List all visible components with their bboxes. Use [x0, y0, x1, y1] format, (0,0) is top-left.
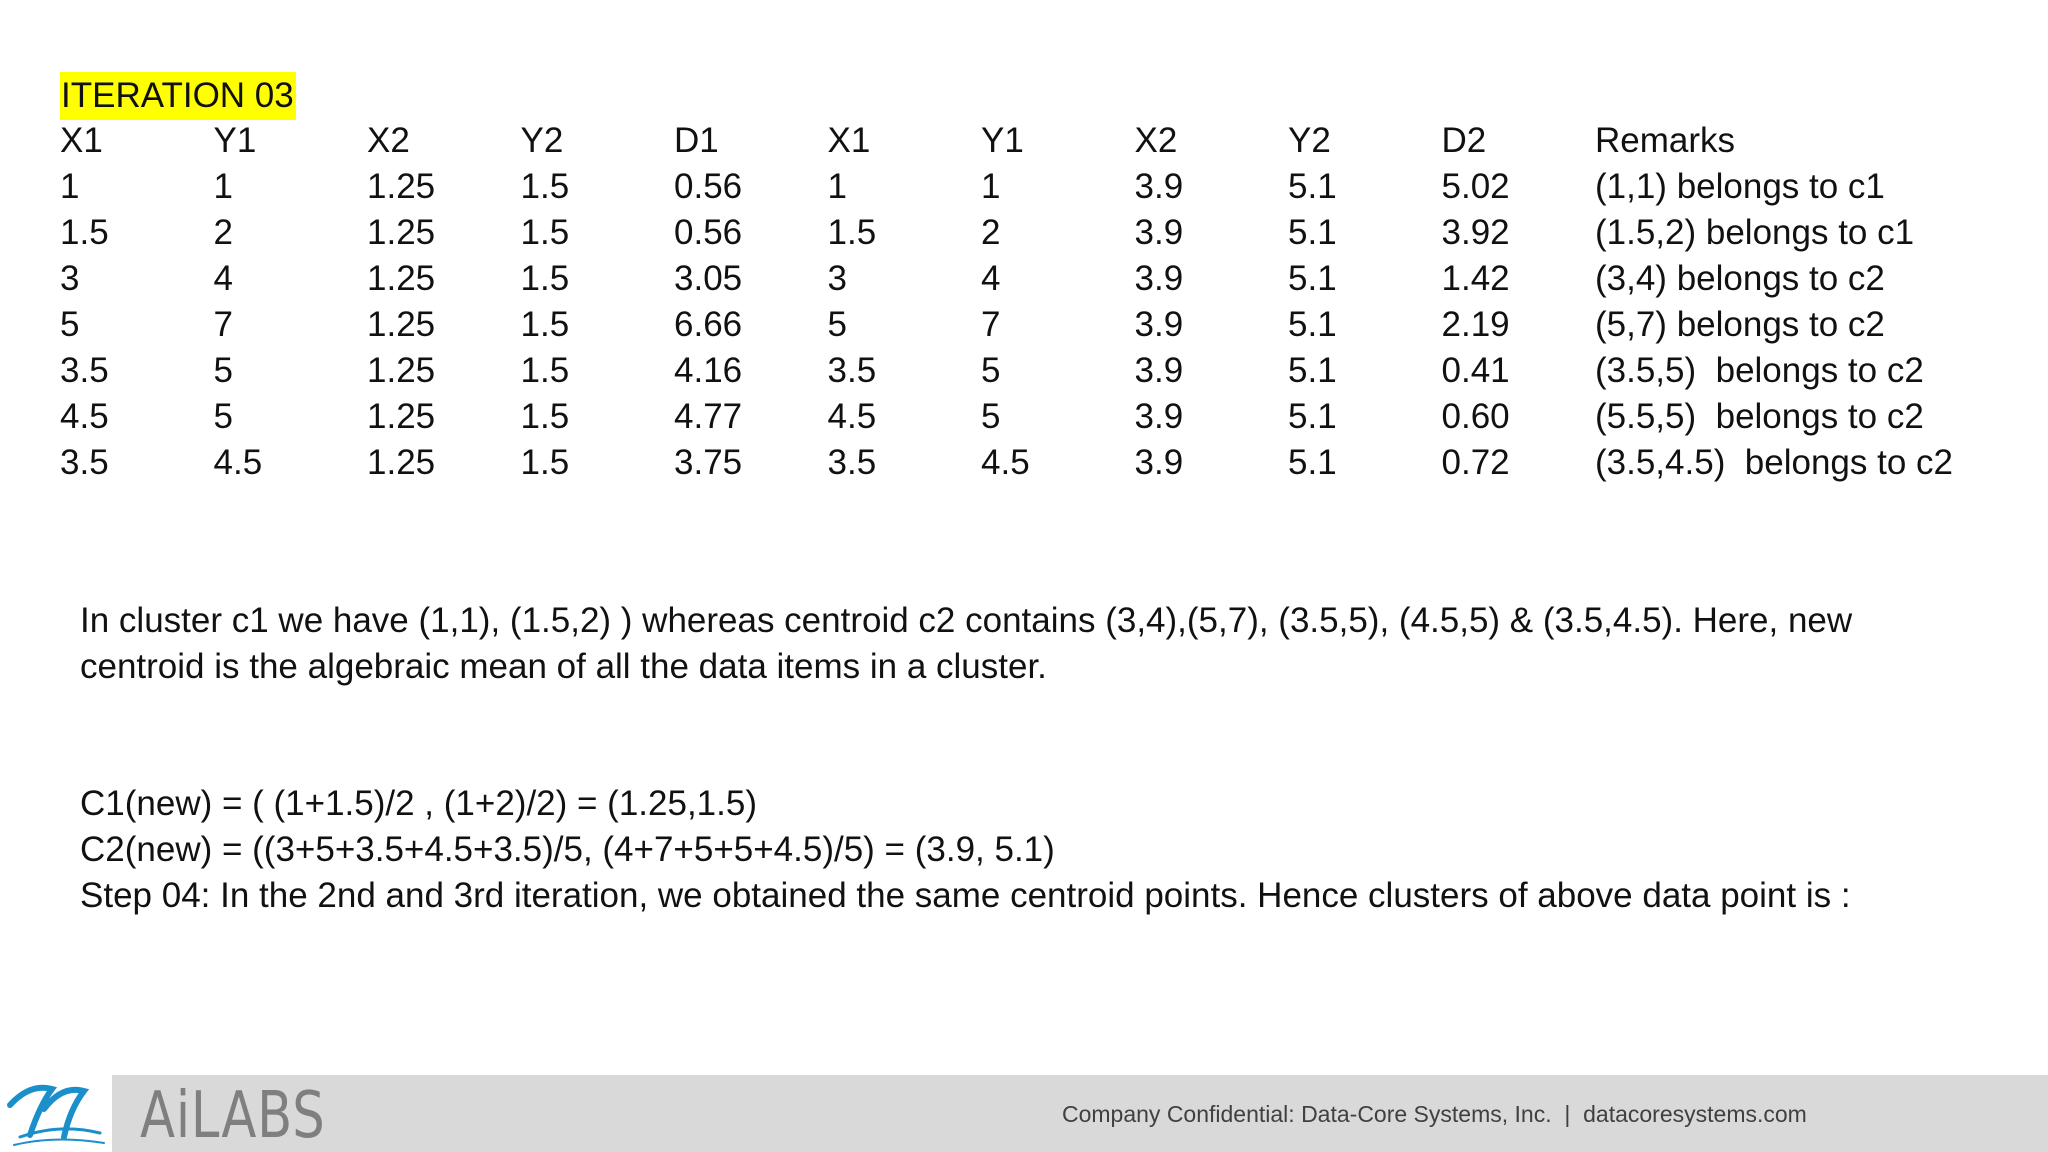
- table-cell: 5.1: [1288, 167, 1337, 206]
- table-cell: 1.25: [367, 305, 436, 344]
- table-cell: 5.02: [1441, 167, 1510, 206]
- table-header-cell: X1: [60, 121, 103, 160]
- table-cell: 1: [60, 167, 80, 206]
- table-cell: 3.9: [1134, 259, 1184, 298]
- table-cell: (3.5,4.5) belongs to c2: [1595, 443, 1953, 482]
- table-cell: 4: [213, 259, 233, 298]
- footer-bar: [0, 1075, 2048, 1152]
- table-cell: 0.41: [1441, 351, 1510, 390]
- table-cell: 4.77: [674, 397, 743, 436]
- table-cell: 0.56: [674, 213, 743, 252]
- iteration-title: ITERATION 03: [60, 72, 296, 120]
- table-row: [60, 394, 1995, 440]
- table-cell: 3.05: [674, 259, 743, 298]
- table-cell: 4.5: [60, 397, 109, 436]
- table-cell: 4.5: [981, 443, 1030, 482]
- datacore-logo-icon: [0, 1075, 112, 1152]
- table-cell: 3.92: [1441, 213, 1510, 252]
- table-cell: 1.5: [520, 167, 570, 206]
- ai-labs-logo: AiLABS: [140, 1079, 326, 1152]
- table-cell: 4: [981, 259, 1001, 298]
- table-cell: 5: [981, 351, 1001, 390]
- table-cell: 7: [981, 305, 1001, 344]
- datacore-logo: [0, 1075, 112, 1152]
- table-cell: 3.5: [60, 443, 109, 482]
- table-cell: 1.42: [1441, 259, 1510, 298]
- centroid-formulas: [80, 781, 1980, 919]
- table-header-cell: Y1: [213, 121, 257, 160]
- table-cell: 5: [60, 305, 80, 344]
- table-row: [60, 302, 1995, 348]
- table-cell: 4.5: [213, 443, 263, 482]
- table-cell: 5: [981, 397, 1001, 436]
- table-cell: 5.1: [1288, 259, 1337, 298]
- distance-table-body: [60, 118, 1995, 486]
- table-row: [60, 164, 1995, 210]
- table-cell: 1.5: [520, 397, 570, 436]
- table-cell: 3.5: [60, 351, 109, 390]
- table-cell: (3.5,5) belongs to c2: [1595, 351, 1924, 390]
- table-cell: (5,7) belongs to c2: [1595, 305, 1885, 344]
- table-cell: 5: [213, 351, 233, 390]
- table-header-cell: Y1: [981, 121, 1024, 160]
- table-cell: 1.5: [60, 213, 109, 252]
- confidential-notice: Company Confidential: Data-Core Systems, Inc. | datacoresystems.com: [1062, 1101, 1807, 1127]
- table-cell: 3: [827, 259, 847, 298]
- table-cell: 5.1: [1288, 351, 1337, 390]
- table-cell: 1: [213, 167, 233, 206]
- table-cell: 1.25: [367, 167, 436, 206]
- table-header-cell: D1: [674, 121, 719, 160]
- table-cell: 3.9: [1134, 351, 1184, 390]
- table-cell: 3: [60, 259, 80, 298]
- table-cell: 5.1: [1288, 305, 1337, 344]
- table-cell: 5.1: [1288, 397, 1337, 436]
- table-cell: 3.75: [674, 443, 743, 482]
- table-header-cell: Y2: [1288, 121, 1331, 160]
- table-cell: 1.25: [367, 213, 436, 252]
- table-cell: 3.9: [1134, 213, 1184, 252]
- table-cell: 4.16: [674, 351, 743, 390]
- table-cell: 7: [213, 305, 233, 344]
- table-cell: 0.72: [1441, 443, 1510, 482]
- table-row: [60, 256, 1995, 302]
- table-cell: 5: [827, 305, 847, 344]
- table-cell: 1.5: [520, 259, 570, 298]
- table-cell: 1.25: [367, 443, 436, 482]
- table-cell: 1.25: [367, 351, 436, 390]
- table-cell: 1.25: [367, 259, 436, 298]
- table-cell: 3.9: [1134, 167, 1184, 206]
- table-header-cell: D2: [1441, 121, 1487, 160]
- table-cell: 5: [213, 397, 233, 436]
- table-cell: (1,1) belongs to c1: [1595, 167, 1885, 206]
- table-cell: (5.5,5) belongs to c2: [1595, 397, 1924, 436]
- table-cell: 1.5: [520, 213, 570, 252]
- table-cell: 1.25: [367, 397, 436, 436]
- table-header-cell: X2: [367, 121, 410, 160]
- step-04-text: Step 04: In the 2nd and 3rd iteration, we obtained the same centroid points. Hence clusters of above data point is :: [80, 876, 1851, 915]
- table-cell: 1.5: [520, 443, 570, 482]
- table-cell: 3.9: [1134, 305, 1184, 344]
- table-row: [60, 210, 1995, 256]
- table-cell: 2: [213, 213, 233, 252]
- table-cell: 1: [827, 167, 847, 206]
- table-header-cell: Remarks: [1595, 121, 1736, 160]
- c2-new-formula: C2(new) = ((3+5+3.5+4.5+3.5)/5, (4+7+5+5+4.5)/5) = (3.9, 5.1): [80, 830, 1055, 869]
- table-cell: 2: [981, 213, 1001, 252]
- table-cell: 3.5: [827, 443, 877, 482]
- table-cell: 6.66: [674, 305, 743, 344]
- table-row: [60, 348, 1995, 394]
- table-header-row: [60, 118, 1995, 164]
- table-cell: (1.5,2) belongs to c1: [1595, 213, 1915, 252]
- table-cell: 3.9: [1134, 397, 1184, 436]
- table-cell: 2.19: [1441, 305, 1510, 344]
- table-cell: (3,4) belongs to c2: [1595, 259, 1885, 298]
- cluster-description: In cluster c1 we have (1,1), (1.5,2) ) whereas centroid c2 contains (3,4),(5,7), (3.5,5), (4.5,5) & (3.5,4.5). Here, new centroid is the algebraic mean of all the data items in a cluster.: [80, 601, 1853, 686]
- distance-table: [60, 118, 1995, 486]
- table-cell: 4.5: [827, 397, 877, 436]
- table-cell: 1.5: [520, 351, 570, 390]
- table-cell: 1: [981, 167, 1001, 206]
- table-cell: 5.1: [1288, 443, 1337, 482]
- table-cell: 0.56: [674, 167, 743, 206]
- table-cell: 3.5: [827, 351, 877, 390]
- table-row: [60, 440, 1995, 486]
- table-cell: 1.5: [520, 305, 570, 344]
- table-header-cell: X2: [1134, 121, 1178, 160]
- c1-new-formula: C1(new) = ( (1+1.5)/2 , (1+2)/2) = (1.25,1.5): [80, 784, 757, 823]
- table-header-cell: X1: [827, 121, 871, 160]
- table-cell: 1.5: [827, 213, 877, 252]
- table-cell: 0.60: [1441, 397, 1510, 436]
- table-header-cell: Y2: [520, 121, 564, 160]
- table-cell: 3.9: [1134, 443, 1184, 482]
- table-cell: 5.1: [1288, 213, 1337, 252]
